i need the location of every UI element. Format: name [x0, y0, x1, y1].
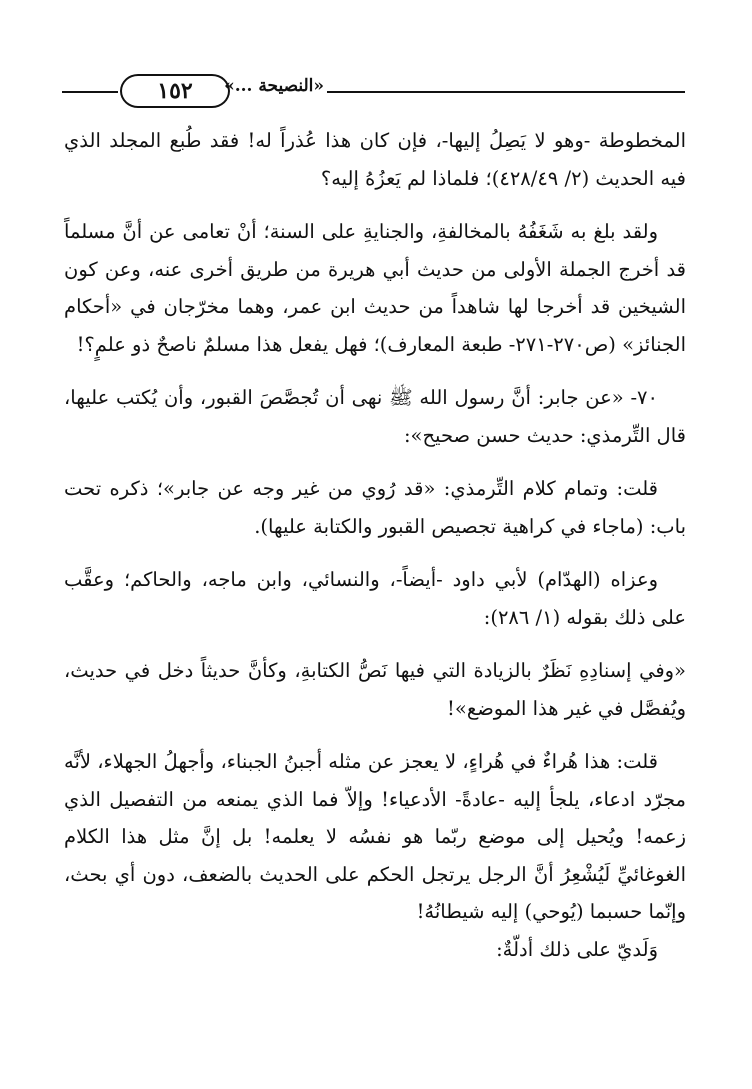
paragraph-rebuttal: قلت: هذا هُراءٌ في هُراءٍ، لا يعجز عن مثله أجبنُ الجبناء، وأجهلُ الجهلاء، لأنَّه مجرّد ادعاء، يلجأ إليه -عادةً- الأدعياء! وإلاّ فما الذي يمنعه من التفصيل الذي زعمه! ويُحيل إلى موضع ربّما هو نفسُه لا يعلمه! بل إنَّ مثل هذا الكلام الغوغائيِّ لَيُشْعِرُ أنَّ الرجل يرتجل الحكم على الحديث بالضعف، دون أي بحث، وإنّما حسبما (يُوحي) إليه شيطانُهُ!: [64, 750, 686, 923]
header-rule-right: [327, 91, 685, 93]
hadith-70: ٧٠- «عن جابر: أنَّ رسول الله ﷺ نهى أن تُجصَّصَ القبور، وأن يُكتب عليها، قال التِّرمذي: حديث حسن صحيح»:: [64, 386, 686, 447]
page-header: [62, 70, 685, 114]
paragraph-attribution: وعزاه (الهدّام) لأبي داود -أيضاً-، والنسائي، وابن ماجه، والحاكم؛ وعقَّب على ذلك بقوله (١/ ٢٨٦):: [64, 568, 686, 629]
running-title: «النصيحة ...»: [224, 76, 324, 96]
paragraph-evidence-intro: وَلَديّ على ذلك أدلّةٌ:: [496, 937, 658, 961]
paragraph-tirmidhi: قلت: وتمام كلام التِّرمذي: «قد رُوي من غير وجه عن جابر»؛ ذكره تحت باب: (ماجاء في كراهية تجصيص القبور والكتابة عليها).: [64, 477, 686, 538]
paragraph-critique: ولقد بلغ به شَغَفُهُ بالمخالفةِ، والجنايةِ على السنة؛ أنْ تعامى عن أنَّ مسلماً قد أخرج الجملة الأولى من حديث أبي هريرة من طريق أخرى عنه، وعن كون الشيخين قد أخرجا لها شاهداً من حديث ابن عمر، وهما مخرّجان في «أحكام الجنائز» (ص٢٧٠-٢٧١- طبعة المعارف)؛ فهل يفعل هذا مسلمٌ ناصحٌ ذو علمٍ؟!: [64, 220, 686, 356]
paragraph-continuation: المخطوطة -وهو لا يَصِلُ إليها-، فإن كان هذا عُذراً له! فقد طُبع المجلد الذي فيه الحديث (٢/ ٤٢٨/٤٩)؛ فلماذا لم يَعزُهُ إليه؟: [64, 129, 686, 190]
page-number: ١٥٢: [120, 74, 230, 108]
page-body: [64, 122, 686, 968]
header-rule-left: [62, 91, 118, 93]
quoted-passage: «وفي إسنادِهِ نَظَرٌ بالزيادة التي فيها نَصُّ الكتابةِ، وكأنَّ حديثاً دخل في حديث، ويُفصَّل في غير هذا الموضع»!: [64, 659, 686, 720]
